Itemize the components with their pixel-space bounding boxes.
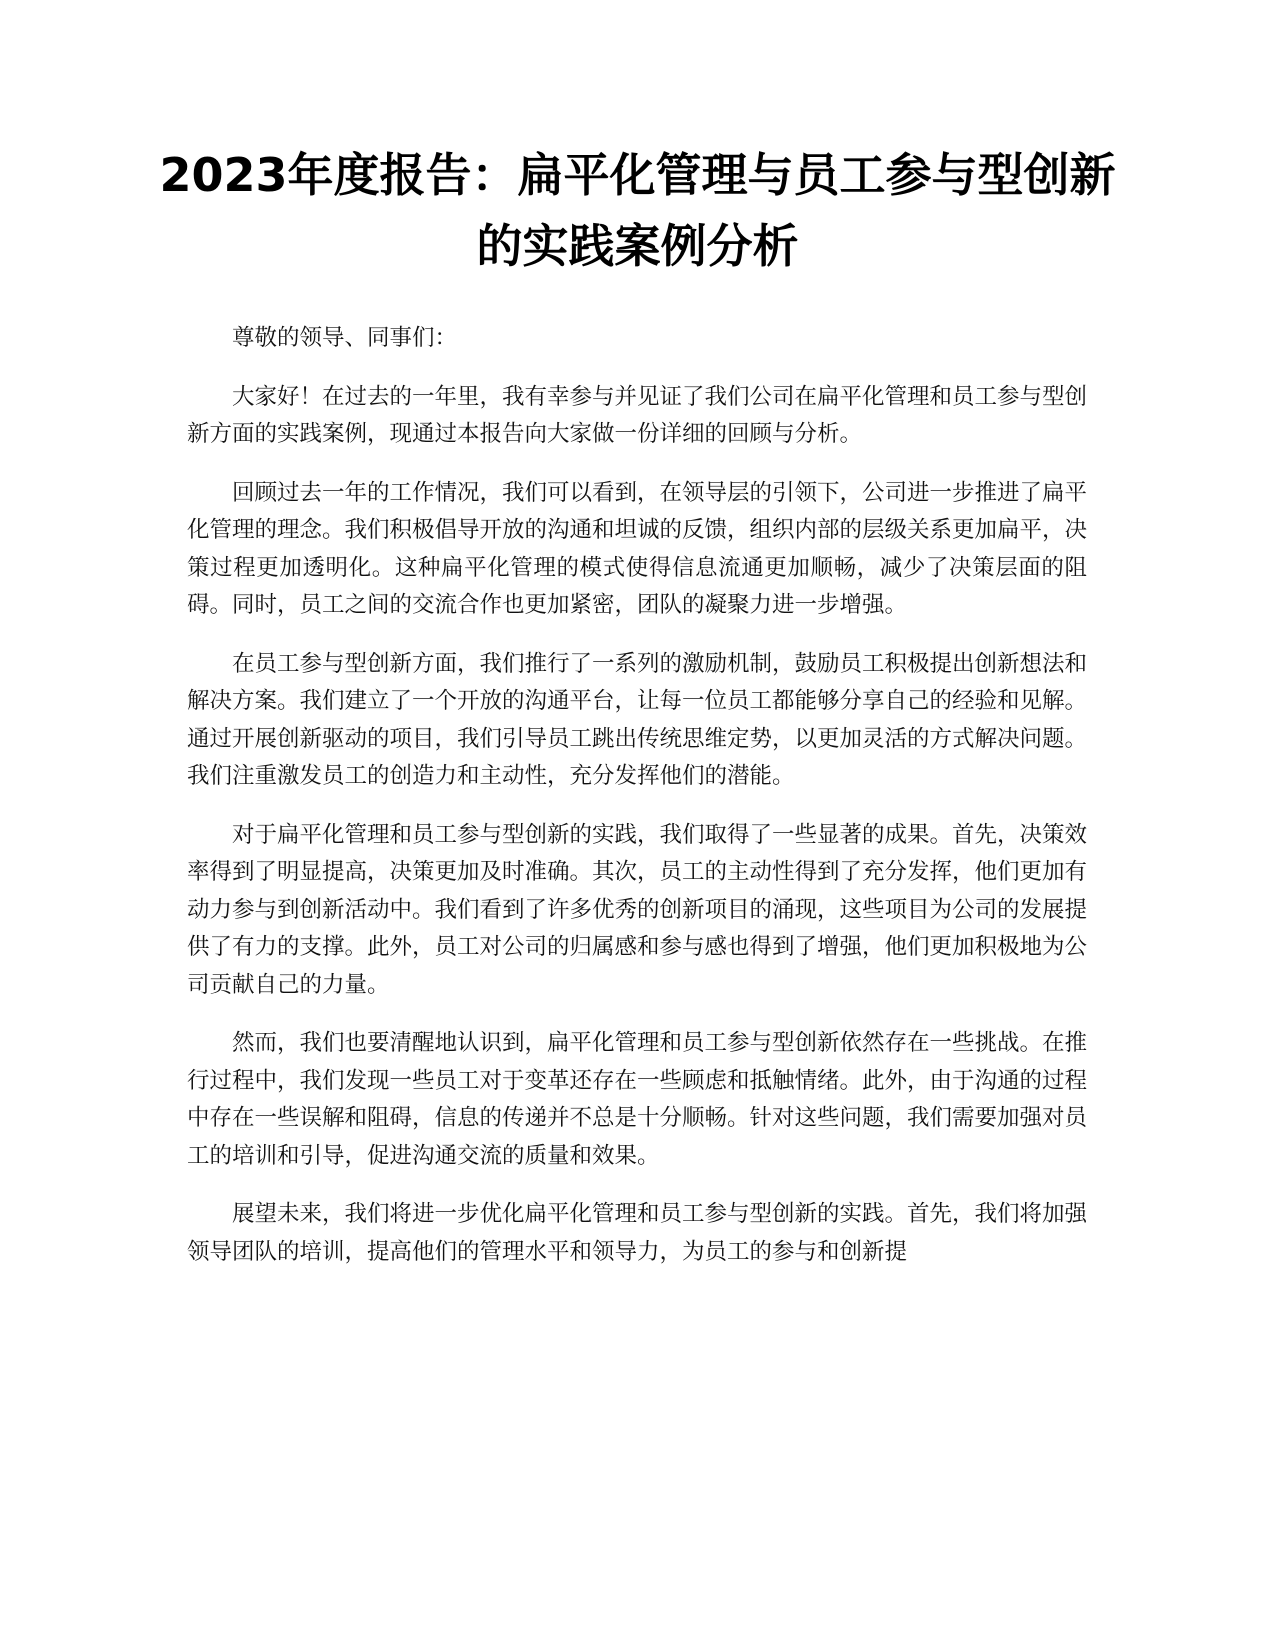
- salutation: 尊敬的领导、同事们：: [232, 325, 458, 351]
- document-body: [187, 320, 1087, 1292]
- paragraph-2: 回顾过去一年的工作情况，我们可以看到，在领导层的引领下，公司进一步推进了扁平化管理的理念。我们积极倡导开放的沟通和坦诚的反馈，组织内部的层级关系更加扁平，决策过程更加透明化。这种扁平化管理的模式使得信息流通更加顺畅，减少了决策层面的阻碍。同时，员工之间的交流合作也更加紧密，团队的凝聚力进一步增强。: [187, 479, 1088, 618]
- paragraph-4: 对于扁平化管理和员工参与型创新的实践，我们取得了一些显著的成果。首先，决策效率得到了明显提高，决策更加及时准确。其次，员工的主动性得到了充分发挥，他们更加有动力参与到创新活动中。我们看到了许多优秀的创新项目的涌现，这些项目为公司的发展提供了有力的支撑。此外，员工对公司的归属感和参与感也得到了增强，他们更加积极地为公司贡献自己的力量。: [187, 821, 1088, 998]
- paragraph-6: 展望未来，我们将进一步优化扁平化管理和员工参与型创新的实践。首先，我们将加强领导团队的培训，提高他们的管理水平和领导力，为员工的参与和创新提: [187, 1201, 1088, 1265]
- paragraph-1: 大家好！在过去的一年里，我有幸参与并见证了我们公司在扁平化管理和员工参与型创新方面的实践案例，现通过本报告向大家做一份详细的回顾与分析。: [187, 383, 1088, 447]
- paragraph-3: 在员工参与型创新方面，我们推行了一系列的激励机制，鼓励员工积极提出创新想法和解决方案。我们建立了一个开放的沟通平台，让每一位员工都能够分享自己的经验和见解。通过开展创新驱动的项目，我们引导员工跳出传统思维定势，以更加灵活的方式解决问题。我们注重激发员工的创造力和主动性，充分发挥他们的潜能。: [187, 650, 1088, 789]
- paragraph-5: 然而，我们也要清醒地认识到，扁平化管理和员工参与型创新依然存在一些挑战。在推行过程中，我们发现一些员工对于变革还存在一些顾虑和抵触情绪。此外，由于沟通的过程中存在一些误解和阻碍，信息的传递并不总是十分顺畅。针对这些问题，我们需要加强对员工的培训和引导，促进沟通交流的质量和效果。: [187, 1030, 1088, 1169]
- document-title: 2023年度报告：扁平化管理与员工参与型创新的实践案例分析: [159, 148, 1116, 273]
